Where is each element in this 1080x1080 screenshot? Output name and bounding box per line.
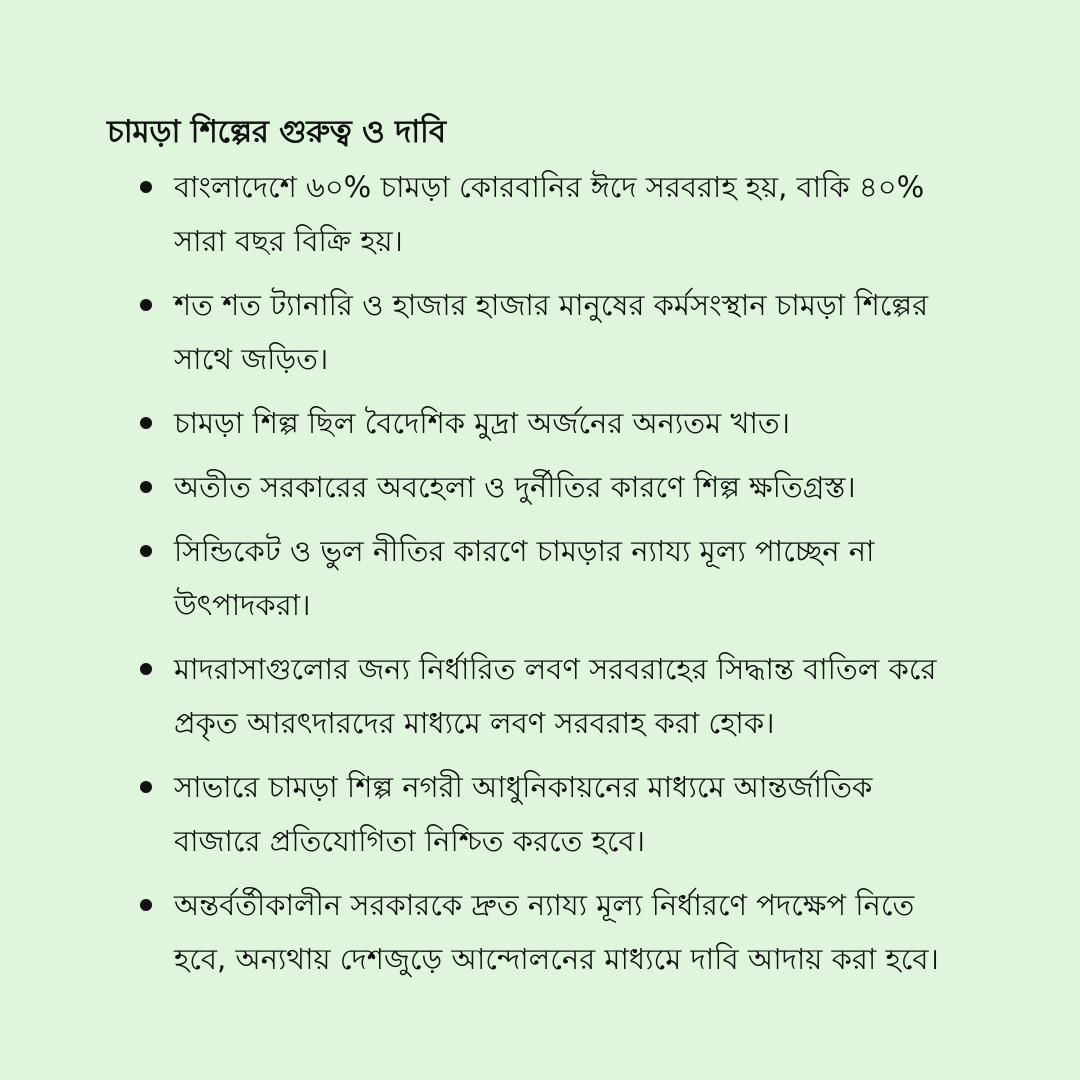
list-item [107,396,960,450]
bullet-icon [140,781,152,793]
bullet-icon [140,417,152,429]
bullet-icon [140,481,152,493]
bullet-icon [140,181,152,193]
list-item-text: সাভারে চামড়া শিল্প নগরী আধুনিকায়নের মাধ্যমে আন্তর্জাতিক বাজারে প্রতিযোগিতা নিশ্চিত করতে হবে। [174,770,873,858]
bullet-icon [140,663,152,675]
list-item-text: অন্তর্বর্তীকালীন সরকারকে দ্রুত ন্যায্য মূল্য নির্ধারণে পদক্ষেপ নিতে হবে, অন্যথায় দেশজুড়ে আন্দোলনের মাধ্যমে দাবি আদায় করা হবে। [174,888,939,976]
bullet-icon [140,899,152,911]
list-item-text: বাংলাদেশে ৬০% চামড়া কোরবানির ঈদে সরবরাহ হয়, বাকি ৪০% সারা বছর বিক্রি হয়। [174,170,925,258]
list-item [107,642,960,750]
page-title: চামড়া শিল্পের গুরুত্ব ও দাবি [107,114,446,150]
list-item-text: অতীত সরকারের অবহেলা ও দুর্নীতির কারণে শিল্প ক্ষতিগ্রস্ত। [174,470,856,504]
list-item [107,160,960,268]
list-item [107,278,960,386]
list-item-text: শত শত ট্যানারি ও হাজার হাজার মানুষের কর্মসংস্থান চামড়া শিল্পের সাথে জড়িত। [174,288,929,376]
list-item-text: সিন্ডিকেট ও ভুল নীতির কারণে চামড়ার ন্যায্য মূল্য পাচ্ছেন না উৎপাদকরা। [174,534,875,622]
list-item [107,460,960,514]
list-item-text: চামড়া শিল্প ছিল বৈদেশিক মুদ্রা অর্জনের অন্যতম খাত। [174,406,790,440]
bullet-icon [140,299,152,311]
list-item-text: মাদরাসাগুলোর জন্য নির্ধারিত লবণ সরবরাহের সিদ্ধান্ত বাতিল করে প্রকৃত আরৎদারদের মাধ্যমে লবণ সরবরাহ করা হোক। [174,652,937,740]
list-item [107,878,960,986]
list-item [107,524,960,632]
bullet-icon [140,545,152,557]
list-item [107,760,960,868]
bullet-list [107,160,960,986]
